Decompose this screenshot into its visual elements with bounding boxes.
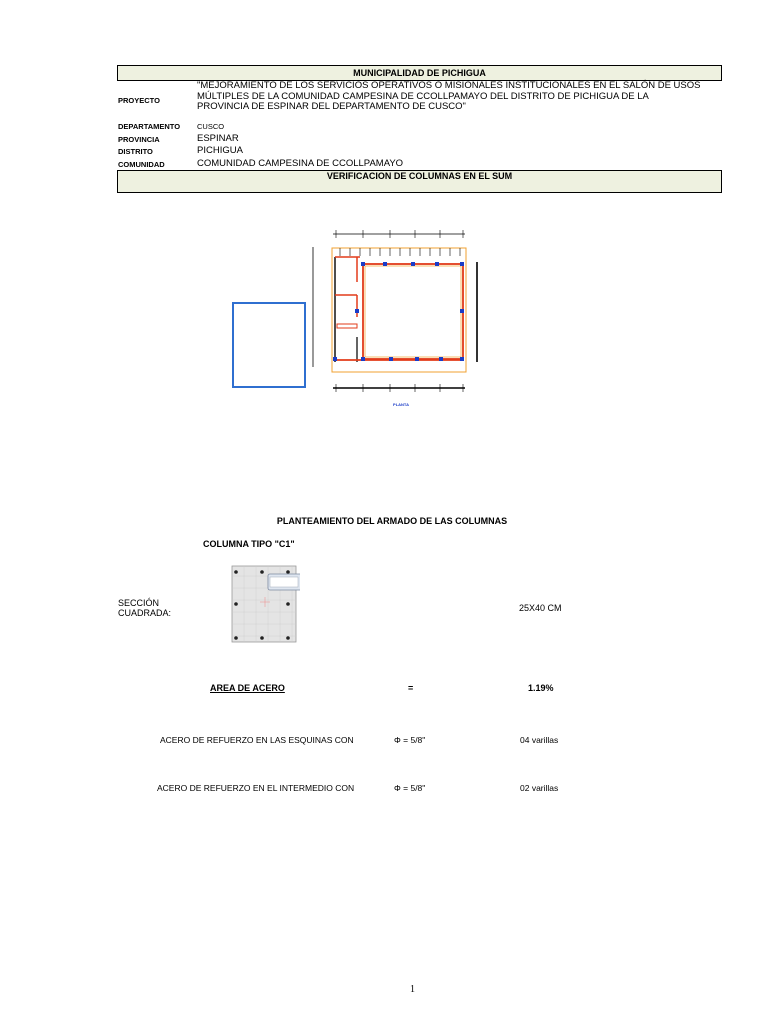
column-cross-section [230,564,300,644]
plan-caption: PLANTA [393,402,409,407]
seccion-label: SECCIÓN CUADRADA: [118,598,172,618]
intermedio-qty: 02 varillas [520,783,559,793]
intermedio-label: ACERO DE REFUERZO EN EL INTERMEDIO CON [157,783,355,793]
provincia-label: PROVINCIA [118,135,160,144]
comunidad-value: COMUNIDAD CAMPESINA DE CCOLLPAMAYO [197,158,404,169]
distrito-value: PICHIGUA [197,145,243,156]
column-section-outline [232,302,306,388]
area-label: AREA DE ACERO [210,683,285,693]
area-value: 1.19% [528,683,554,693]
municipality-title: MUNICIPALIDAD DE PICHIGUA [117,65,722,81]
provincia-value: ESPINAR [197,133,239,144]
page-number: 1 [410,984,415,995]
esquinas-phi: Φ = 5/8" [394,735,426,745]
floor-plan-drawing [305,222,490,412]
columna-tipo-label: COLUMNA TIPO "C1" [203,539,295,549]
proyecto-label: PROYECTO [118,96,160,105]
area-equals: = [408,683,414,693]
armado-title: PLANTEAMIENTO DEL ARMADO DE LAS COLUMNAS [276,516,508,526]
proyecto-value: "MEJORAMIENTO DE LOS SERVICIOS OPERATIVOS O MISIONALES INSTITUCIONALES EN EL SALÓN DE USOS MÚLTIPLES DE LA COMUNIDAD CAMPESINA DE CCOLLPAMAYO DEL DISTRITO DE PICHIGUA DE LA PROVINCIA DE ESPINAR DEL DEPARTAMENTO DE CUSCO" [197,80,701,112]
verificacion-title: VERIFICACION DE COLUMNAS EN EL SUM [117,170,722,193]
departamento-value: CUSCO [197,122,225,131]
intermedio-phi: Φ = 5/8" [394,783,426,793]
esquinas-qty: 04 varillas [520,735,559,745]
departamento-label: DEPARTAMENTO [118,122,181,131]
esquinas-label: ACERO DE REFUERZO EN LAS ESQUINAS CON [160,735,354,745]
comunidad-label: COMUNIDAD [118,160,165,169]
distrito-label: DISTRITO [118,147,153,156]
dimension-value: 25X40 CM [519,603,562,613]
